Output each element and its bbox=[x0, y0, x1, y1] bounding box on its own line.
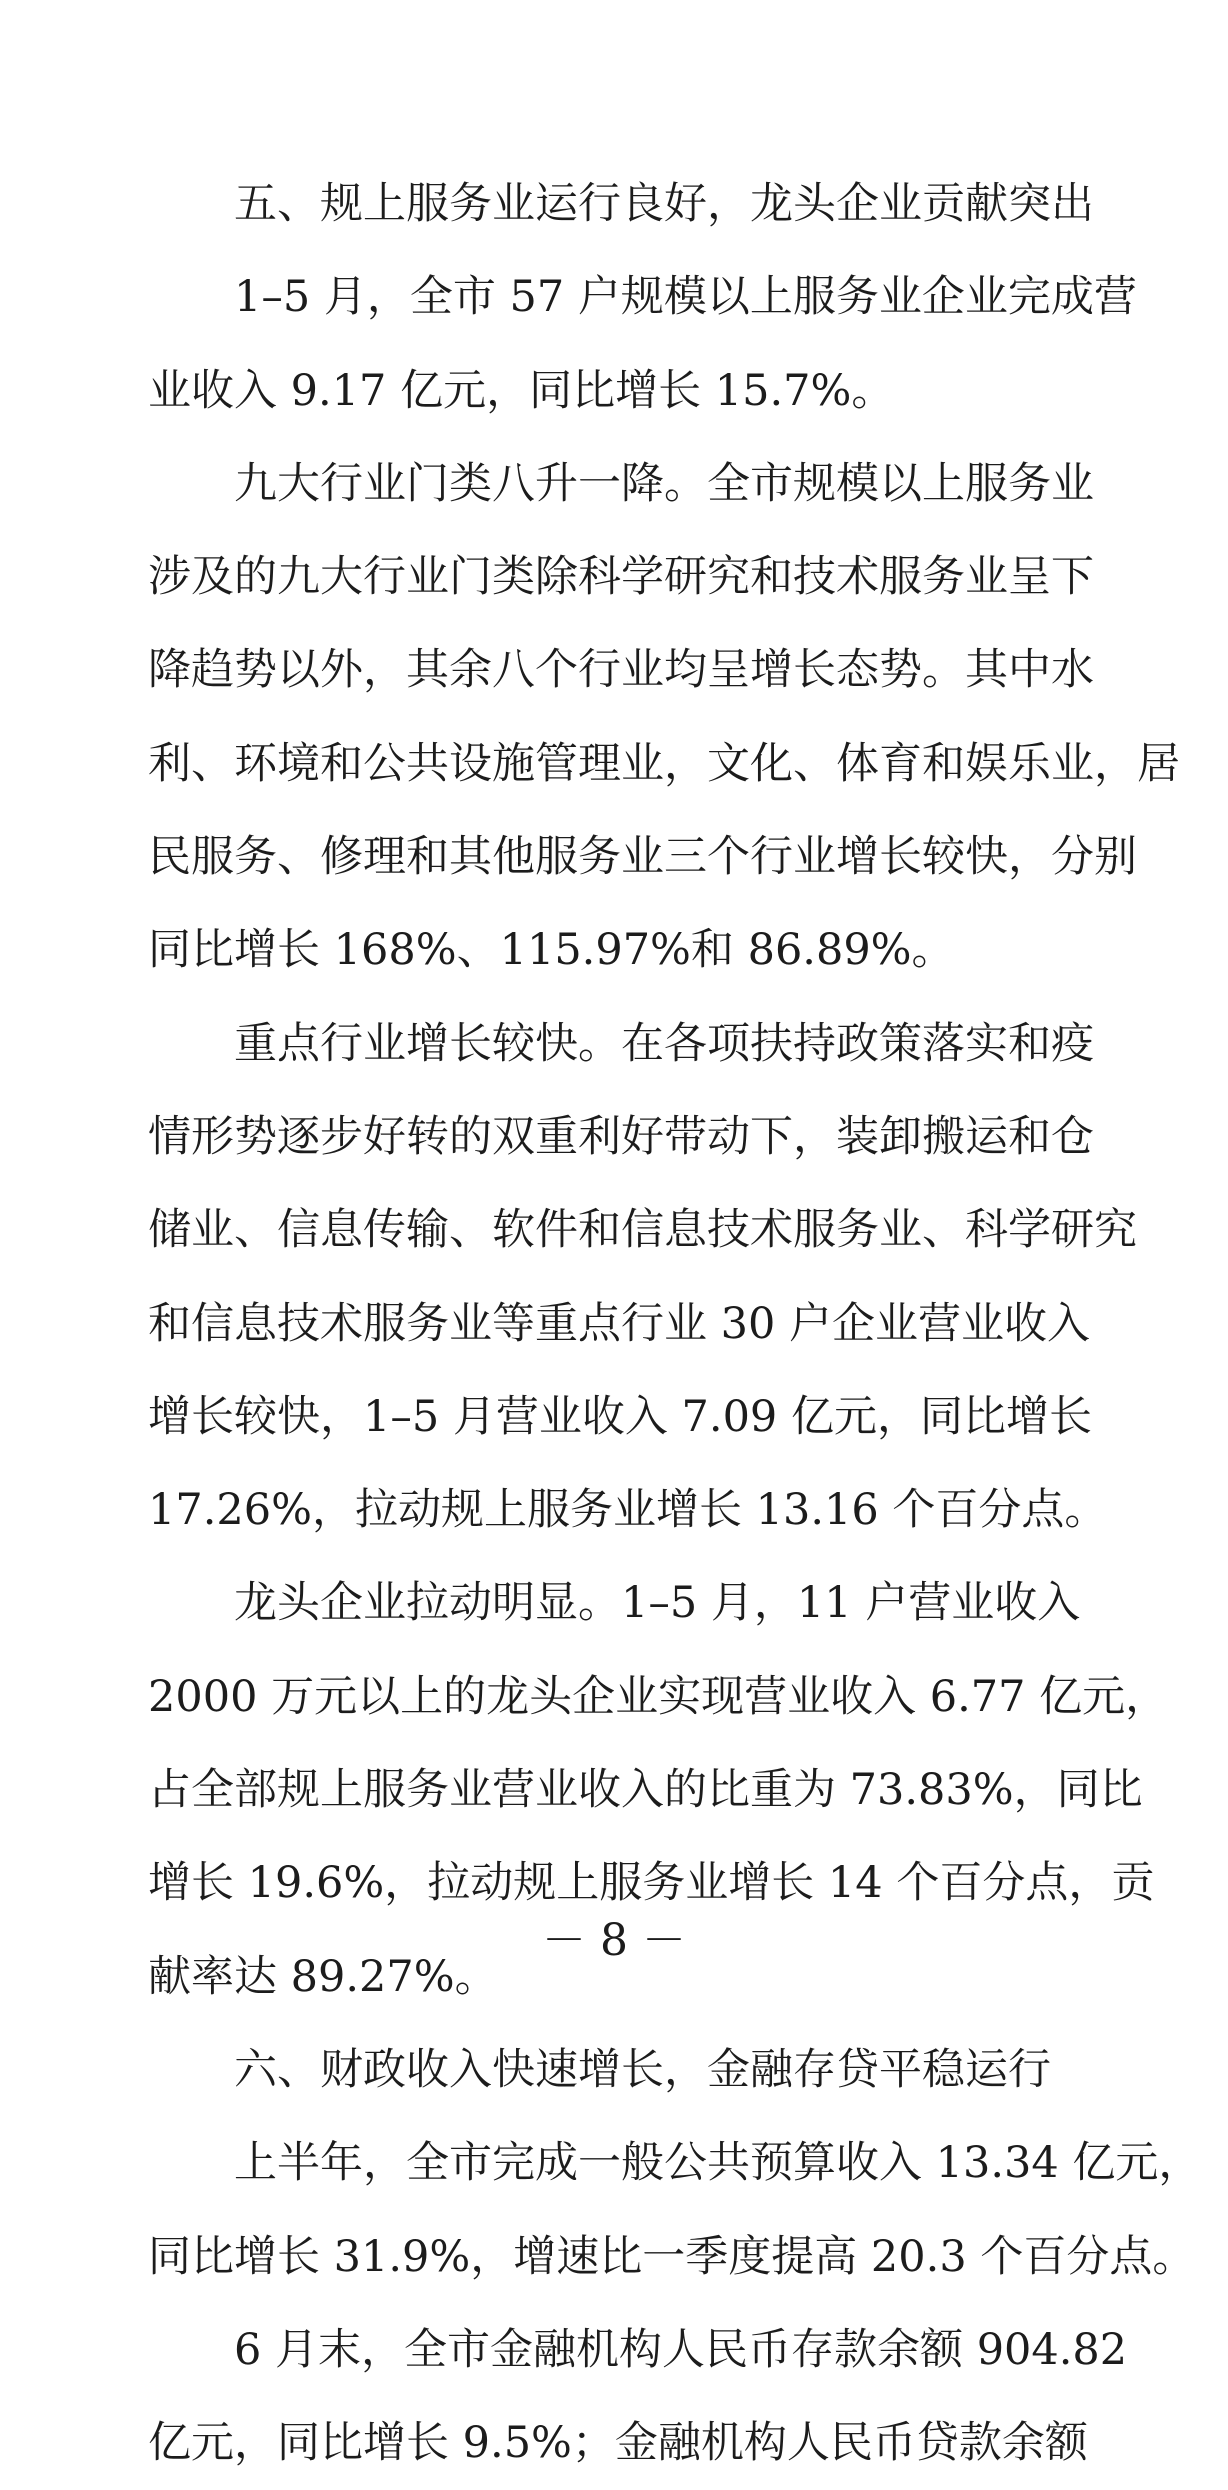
paragraph bbox=[148, 251, 1137, 438]
text-line: 业收入 9.17 亿元，同比增长 15.7%。 bbox=[148, 365, 895, 416]
document-body bbox=[148, 158, 1202, 2490]
text-line: 民服务、修理和其他服务业三个行业增长较快，分别 bbox=[148, 832, 1137, 883]
paragraph bbox=[148, 438, 1180, 998]
text-line: 1–5 月，全市 57 户规模以上服务业企业完成营 bbox=[234, 272, 1137, 323]
text-line: 占全部规上服务业营业收入的比重为 73.83%，同比 bbox=[148, 1765, 1143, 1816]
text-line: 情形势逐步好转的双重利好带动下，装卸搬运和仓 bbox=[148, 1111, 1094, 1162]
paragraph bbox=[148, 998, 1137, 1558]
section-heading: 六、财政收入快速增长，金融存贷平稳运行 bbox=[234, 2044, 1051, 2095]
text-line: 涉及的九大行业门类除科学研究和技术服务业呈下 bbox=[148, 552, 1094, 603]
text-line: 17.26%，拉动规上服务业增长 13.16 个百分点。 bbox=[148, 1485, 1108, 1536]
text-line: 同比增长 31.9%，增速比一季度提高 20.3 个百分点。 bbox=[148, 2231, 1196, 2282]
text-line: 重点行业增长较快。在各项扶持政策落实和疫 bbox=[234, 1018, 1094, 1069]
text-line: 九大行业门类八升一降。全市规模以上服务业 bbox=[234, 458, 1094, 509]
text-line: 降趋势以外，其余八个行业均呈增长态势。其中水 bbox=[148, 645, 1094, 696]
text-line: 上半年，全市完成一般公共预算收入 13.34 亿元， bbox=[234, 2138, 1202, 2189]
text-line: 增长 19.6%，拉动规上服务业增长 14 个百分点，贡 bbox=[148, 1858, 1155, 1909]
text-line: 和信息技术服务业等重点行业 30 户企业营业收入 bbox=[148, 1298, 1091, 1349]
page-number: － 8 － bbox=[542, 1915, 686, 1966]
text-line: 献率达 89.27%。 bbox=[148, 1951, 498, 2002]
text-line: 利、环境和公共设施管理业，文化、体育和娱乐业，居 bbox=[148, 738, 1180, 789]
text-line: 2000 万元以上的龙头企业实现营业收入 6.77 亿元， bbox=[148, 1671, 1169, 1722]
paragraph bbox=[148, 2304, 1128, 2490]
text-line: 龙头企业拉动明显。1–5 月，11 户营业收入 bbox=[234, 1578, 1081, 1629]
text-line: 6 月末，全市金融机构人民币存款余额 904.82 bbox=[234, 2324, 1128, 2375]
text-line: 同比增长 168%、115.97%和 86.89%。 bbox=[148, 925, 955, 976]
section-heading: 五、规上服务业运行良好，龙头企业贡献突出 bbox=[234, 179, 1094, 229]
text-line: 增长较快，1–5 月营业收入 7.09 亿元，同比增长 bbox=[148, 1391, 1092, 1442]
paragraph bbox=[148, 2117, 1202, 2304]
text-line: 储业、信息传输、软件和信息技术服务业、科学研究 bbox=[148, 1205, 1137, 1256]
text-line: 亿元，同比增长 9.5%；金融机构人民币贷款余额 bbox=[148, 2418, 1088, 2469]
